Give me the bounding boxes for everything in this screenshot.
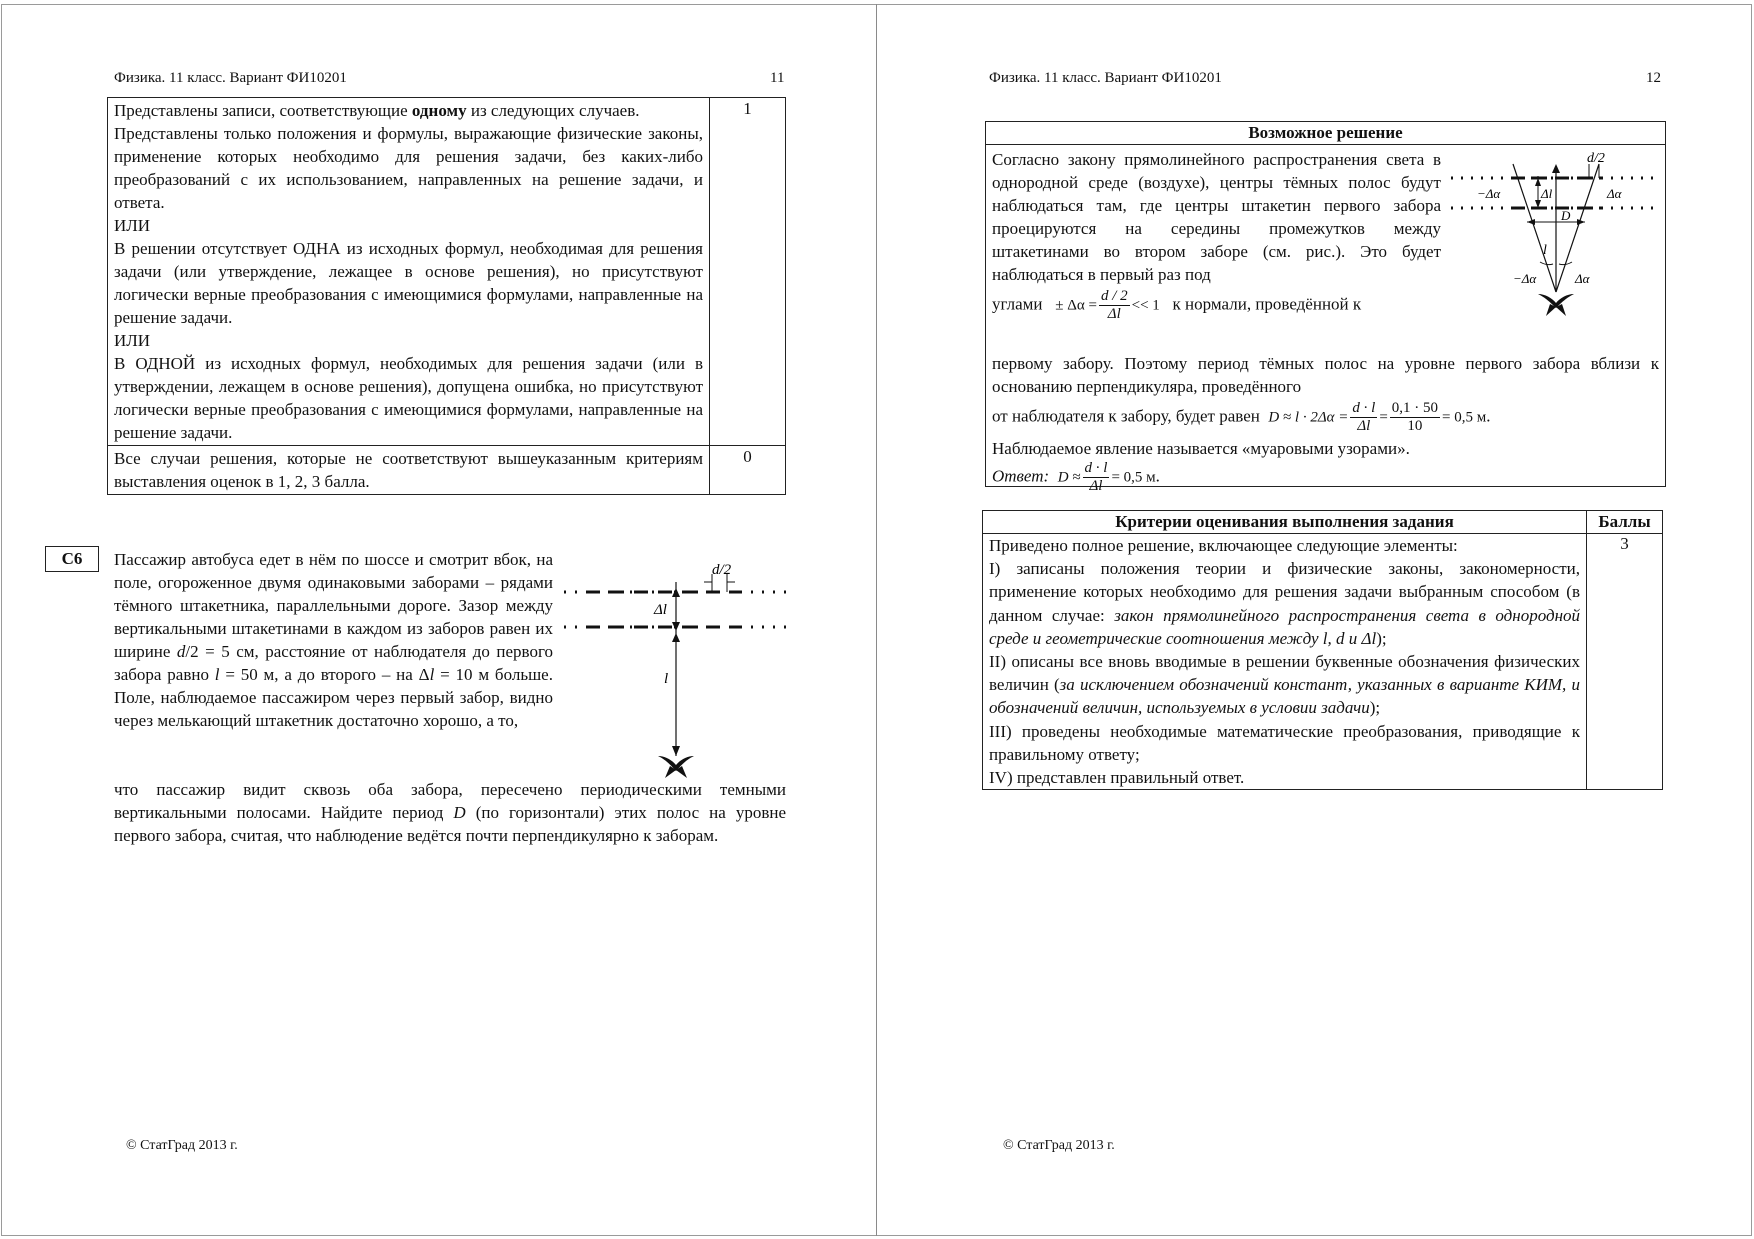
criteria-row-text <box>108 98 710 446</box>
label-l: l <box>1543 243 1547 258</box>
label-delta-l: Δl <box>1541 186 1553 201</box>
scoring-row-text: Приведено полное решение, включающее следующие элементы: I) записаны положения теории и физические законы, закономерности, применение которых необходимо для решения задачи выбранным способом (в данном случае: закон прямолинейного распространения света в однородной среде и геометрические соотношения между l, d и Δl); II) описаны все вновь вводимые в решении буквенные обозначения физических величин (за исключением обозначений констант, указанных в варианте КИМ, и обозначений величин, используемых в условии задачи); III) проведены необходимые математические преобразования, приводящие к правильному ответу; IV) представлен правильный ответ. <box>983 534 1587 790</box>
criteria-paragraph: Представлены только положения и формулы, выражающие физические законы, применение которых необходимо для решения задачи, без каких-либо преобразований с их использованием, направленных на решение задачи, и ответа. <box>114 124 703 212</box>
criteria-paragraph: В ОДНОЙ из исходных формул, необходимых для решения задачи (или в утверждении, лежащем в основе решения), допущена ошибка, но присутствуют логически верные преобразования с имеющимися формулами, направленные на решение задачи. <box>114 354 703 442</box>
page-footer: © СтатГрад 2013 г. <box>1003 1138 1115 1153</box>
criteria-item-1: I) записаны положения теории и физические законы, закономерности, применение которых необходимо для решения задачи выбранным способом (в данном случае: закон прямолинейного распространения света в однородной среде и геометрические соотношения между l, d и Δl); <box>989 559 1581 648</box>
points-column-header: Баллы <box>1587 511 1663 534</box>
scoring-row-score-3 <box>983 534 1663 790</box>
label-delta-alpha-bottom: Δα <box>1575 271 1590 286</box>
solution-period-line: от наблюдателя к забору, будет равен D ≈ l · 2Δα = $\frac{d \cdot l}{\Delta l}$ = $\frac{0,1 \cdot 50}{10}$ = 0,5 м. <box>992 400 1491 434</box>
criteria-or: ИЛИ <box>114 331 151 350</box>
formula-fraction: $\frac{d / 2}{\Delta l}$ <box>1100 288 1128 322</box>
criteria-row-text: Все случаи решения, которые не соответствуют вышеуказанным критериям выставления оценок в 1, 2, 3 балла. <box>108 446 710 495</box>
page-header: Физика. 11 класс. Вариант ФИ10201 <box>114 70 347 86</box>
criteria-row-score-0 <box>108 446 786 495</box>
answer-label: Ответ: <box>992 466 1050 486</box>
formula-fraction: $\frac{d \cdot l}{\Delta l}$ <box>1352 400 1376 434</box>
criteria-item-4: IV) представлен правильный ответ. <box>989 768 1245 788</box>
scoring-header-row <box>983 511 1663 534</box>
criteria-paragraph: Представлены записи, соответствующие одному из следующих случаев. <box>114 101 640 120</box>
possible-solution-box <box>985 121 1666 494</box>
criteria-row-score-1 <box>108 98 786 446</box>
fence-diagram <box>564 556 794 778</box>
left-page <box>0 0 876 1239</box>
label-half-d: d/2 <box>712 562 732 578</box>
solution-text-full: первому забору. Поэтому период тёмных полос на уровне первого забора вблизи к основанию перпендикуляра, проведённого от наблюдателя к забору, будет равен D ≈ l · 2Δα = $\frac{d \cdot l}{\Delta l}$ = $\frac{0,1 \cdot 50}{10}$ = 0,5 м. Наблюдаемое явление называется «муаровыми узорами». Ответ: D ≈ $\frac{d \cdot l}{\Delta l}$ = 0,5 м. <box>992 354 1659 494</box>
label-D: D <box>1561 208 1571 223</box>
label-delta-l: Δl <box>654 602 667 618</box>
formula-fraction: $\frac{0,1 \cdot 50}{10}$ <box>1391 400 1439 434</box>
solution-phenomenon: Наблюдаемое явление называется «муаровыми узорами». <box>992 439 1410 458</box>
page-header: Физика. 11 класс. Вариант ФИ10201 <box>989 70 1222 86</box>
criteria-column-header: Критерии оценивания выполнения задания <box>983 511 1587 534</box>
problem-text: Пассажир автобуса едет в нём по шоссе и смотрит вбок, на поле, огороженное двумя одинаковыми заборами – рядами тёмного штакетника, параллельными дороге. Зазор между вертикальными штакетинами в каждом из заборов равен их ширине d/2 = 5 см, расстояние от наблюдателя до первого забора равно l = 50 м, а до второго – на Δl = 10 м больше. Поле, наблюдаемое пассажиром через первый забор, видно через мелькающий штакетник достаточно хорошо, а то, <box>114 550 553 730</box>
criteria-or: ИЛИ <box>114 216 151 235</box>
label-delta-alpha: Δα <box>1607 186 1622 201</box>
criteria-item-2: II) описаны все вновь вводимые в решении буквенные обозначения физических величин (за исключением обозначений констант, указанных в варианте КИМ, и обозначений величин, используемых в условии задачи); <box>989 652 1580 718</box>
problem-text-continued: что пассажир видит сквозь оба забора, пересечено периодическими темными вертикальными полосами. Найдите период D (по горизонтали) этих полос на уровне первого забора, считая, что наблюдение ведётся почти перпендикулярно к заборам. <box>114 780 787 845</box>
page-number: 11 <box>770 70 785 86</box>
scoring-criteria-table <box>982 510 1663 790</box>
scoring-points: 3 <box>1587 534 1663 790</box>
criteria-score: 1 <box>710 98 786 446</box>
solution-text: Согласно закону прямолинейного распространения света в однородной среде (воздухе), центры тёмных полос будут наблюдаться там, где центры штакетин первого забора проецируются на середины промежутков между штакетинами во втором заборе (см. рис.). Это будет наблюдаться в первый раз под углами ± Δα = $\frac{d / 2}{\Delta l}$ << 1 к нормали, проведённой к <box>992 150 1441 322</box>
formula-fraction: $\frac{d \cdot l}{\Delta l}$ <box>1084 460 1108 494</box>
page-footer: © СтатГрад 2013 г. <box>126 1138 238 1153</box>
label-half-d: d/2 <box>1587 151 1605 166</box>
solution-title: Возможное решение <box>986 122 1665 145</box>
criteria-paragraph: В решении отсутствует ОДНА из исходных формул, необходимая для решения задачи (или утверждение, лежащее в основе решения), но присутствуют логически верные преобразования с имеющимися формулами, направленные на решение задачи. <box>114 239 703 327</box>
observer-eye-icon <box>1538 294 1574 316</box>
moire-diagram <box>1451 142 1663 338</box>
label-l: l <box>664 671 669 687</box>
solution-answer: Ответ: D ≈ $\frac{d \cdot l}{\Delta l}$ = 0,5 м. <box>992 460 1160 494</box>
label-minus-delta-alpha: −Δα <box>1477 186 1501 201</box>
problem-label: C6 <box>45 546 99 572</box>
page-number: 12 <box>1646 70 1661 86</box>
label-minus-delta-alpha-bottom: −Δα <box>1513 271 1537 286</box>
solution-angle-line: углами ± Δα = $\frac{d / 2}{\Delta l}$ << 1 к нормали, проведённой к <box>992 288 1362 322</box>
observer-eye-icon <box>658 756 694 778</box>
emphasis-one: одному <box>411 101 467 120</box>
criteria-item-3: III) проведены необходимые математические преобразования, приводящие к правильному ответу; <box>989 721 1580 764</box>
criteria-table-continued <box>107 97 786 495</box>
criteria-score: 0 <box>710 446 786 495</box>
